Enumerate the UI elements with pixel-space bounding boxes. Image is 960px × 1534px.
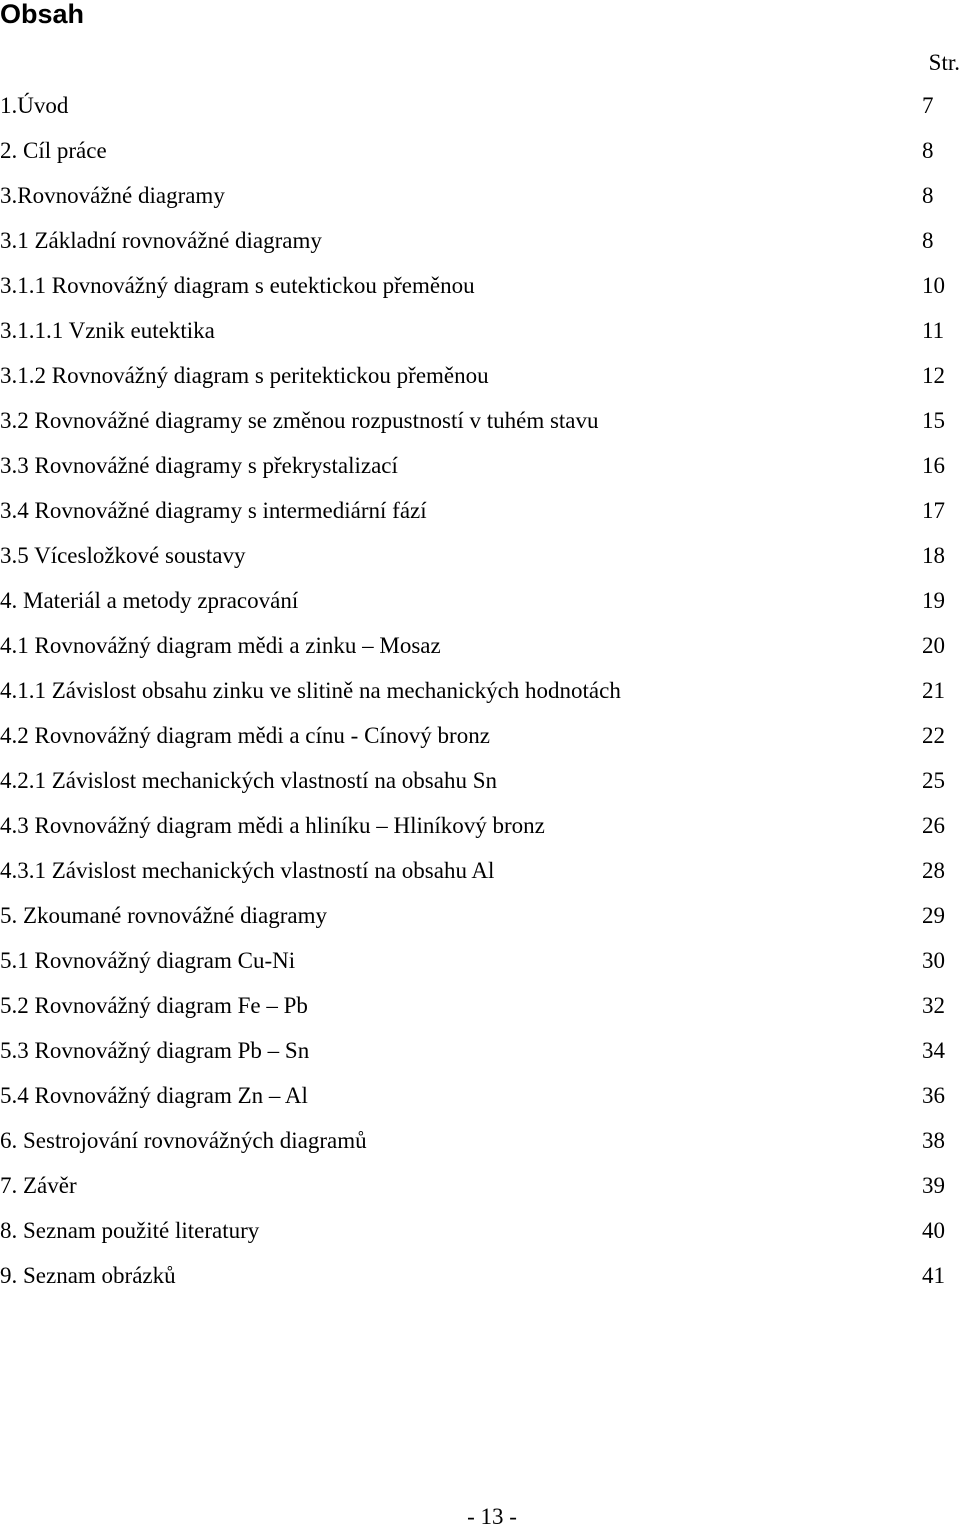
toc-entry-page: 41 [922, 1263, 945, 1288]
toc-entry-title: 4.2.1 Závislost mechanických vlastností na obsahu Sn [0, 768, 497, 793]
toc-entry-title: 5.2 Rovnovážný diagram Fe – Pb [0, 993, 308, 1018]
toc-entry-title: 3.1 Základní rovnovážné diagramy [0, 228, 322, 253]
toc-entry-page: 38 [922, 1128, 945, 1153]
page-column-header: Str. [928, 50, 960, 75]
toc-entry-title: 3.4 Rovnovážné diagramy s intermediární fází [0, 498, 427, 523]
toc-entry[interactable] [0, 404, 960, 449]
toc-entry-page: 15 [922, 408, 945, 433]
toc-entry-page: 28 [922, 858, 945, 883]
toc-entry-page: 11 [922, 318, 945, 343]
page-title: Obsah [0, 0, 85, 29]
toc-entry[interactable] [0, 764, 960, 809]
toc-entry[interactable] [0, 1259, 960, 1304]
toc-entry[interactable] [0, 1124, 960, 1169]
toc-entry[interactable] [0, 1169, 960, 1214]
toc-entry-title: 4.3 Rovnovážný diagram mědi a hliníku – Hliníkový bronz [0, 813, 545, 838]
toc-entry[interactable] [0, 944, 960, 989]
toc-entry-page: 26 [922, 813, 945, 838]
table-of-contents [0, 89, 960, 1304]
toc-entry[interactable] [0, 269, 960, 314]
toc-entry[interactable] [0, 224, 960, 269]
toc-entry-page: 8 [922, 183, 934, 208]
toc-entry-page: 8 [922, 228, 934, 253]
toc-entry[interactable] [0, 1034, 960, 1079]
toc-entry-title: 6. Sestrojování rovnovážných diagramů [0, 1128, 367, 1153]
toc-entry-title: 4. Materiál a metody zpracování [0, 588, 299, 613]
toc-entry[interactable] [0, 1214, 960, 1259]
toc-entry-title: 3.Rovnovážné diagramy [0, 183, 225, 208]
toc-entry[interactable] [0, 809, 960, 854]
toc-entry-page: 19 [922, 588, 945, 613]
toc-entry-page: 32 [922, 993, 945, 1018]
toc-entry-page: 40 [922, 1218, 945, 1243]
toc-entry[interactable] [0, 719, 960, 764]
toc-entry-page: 39 [922, 1173, 945, 1198]
toc-entry-page: 10 [922, 273, 945, 298]
toc-entry[interactable] [0, 89, 960, 134]
toc-entry-page: 29 [922, 903, 945, 928]
toc-entry-page: 21 [922, 678, 945, 703]
toc-entry-title: 7. Závěr [0, 1173, 77, 1198]
toc-entry-title: 3.5 Vícesložkové soustavy [0, 543, 246, 568]
toc-entry-page: 8 [922, 138, 934, 163]
toc-entry-title: 5.3 Rovnovážný diagram Pb – Sn [0, 1038, 310, 1063]
toc-entry-page: 22 [922, 723, 945, 748]
toc-entry-title: 5.1 Rovnovážný diagram Cu-Ni [0, 948, 296, 973]
toc-entry-title: 5. Zkoumané rovnovážné diagramy [0, 903, 327, 928]
toc-entry[interactable] [0, 179, 960, 224]
toc-entry-page: 34 [922, 1038, 945, 1063]
toc-entry-title: 3.1.2 Rovnovážný diagram s peritektickou přeměnou [0, 363, 489, 388]
toc-entry[interactable] [0, 1079, 960, 1124]
toc-entry[interactable] [0, 539, 960, 584]
toc-entry[interactable] [0, 449, 960, 494]
toc-entry[interactable] [0, 854, 960, 899]
toc-entry[interactable] [0, 629, 960, 674]
toc-entry-title: 3.2 Rovnovážné diagramy se změnou rozpustností v tuhém stavu [0, 408, 599, 433]
toc-entry-title: 3.1.1.1 Vznik eutektika [0, 318, 215, 343]
toc-entry-page: 30 [922, 948, 945, 973]
toc-entry-title: 4.1 Rovnovážný diagram mědi a zinku – Mosaz [0, 633, 441, 658]
toc-entry[interactable] [0, 899, 960, 944]
toc-entry-title: 3.3 Rovnovážné diagramy s překrystalizací [0, 453, 398, 478]
toc-entry[interactable] [0, 989, 960, 1034]
toc-entry-page: 7 [922, 93, 934, 118]
toc-entry-page: 20 [922, 633, 945, 658]
toc-entry[interactable] [0, 314, 960, 359]
toc-entry[interactable] [0, 359, 960, 404]
toc-entry-page: 16 [922, 453, 945, 478]
toc-entry-page: 36 [922, 1083, 945, 1108]
toc-entry-title: 8. Seznam použité literatury [0, 1218, 260, 1243]
toc-entry-page: 17 [922, 498, 945, 523]
toc-entry-title: 4.1.1 Závislost obsahu zinku ve slitině na mechanických hodnotách [0, 678, 621, 703]
toc-entry-page: 12 [922, 363, 945, 388]
toc-entry-title: 9. Seznam obrázků [0, 1263, 176, 1288]
toc-entry-title: 3.1.1 Rovnovážný diagram s eutektickou přeměnou [0, 273, 475, 298]
toc-entry-title: 5.4 Rovnovážný diagram Zn – Al [0, 1083, 308, 1108]
toc-entry[interactable] [0, 494, 960, 539]
toc-entry-page: 18 [922, 543, 945, 568]
toc-entry-page: 25 [922, 768, 945, 793]
toc-entry-title: 4.2 Rovnovážný diagram mědi a cínu - Cínový bronz [0, 723, 490, 748]
toc-entry[interactable] [0, 584, 960, 629]
page-number-footer: - 13 - [467, 1504, 517, 1529]
toc-entry[interactable] [0, 134, 960, 179]
toc-entry[interactable] [0, 674, 960, 719]
toc-entry-title: 1.Úvod [0, 93, 69, 118]
toc-entry-title: 2. Cíl práce [0, 138, 107, 163]
toc-entry-title: 4.3.1 Závislost mechanických vlastností na obsahu Al [0, 858, 495, 883]
